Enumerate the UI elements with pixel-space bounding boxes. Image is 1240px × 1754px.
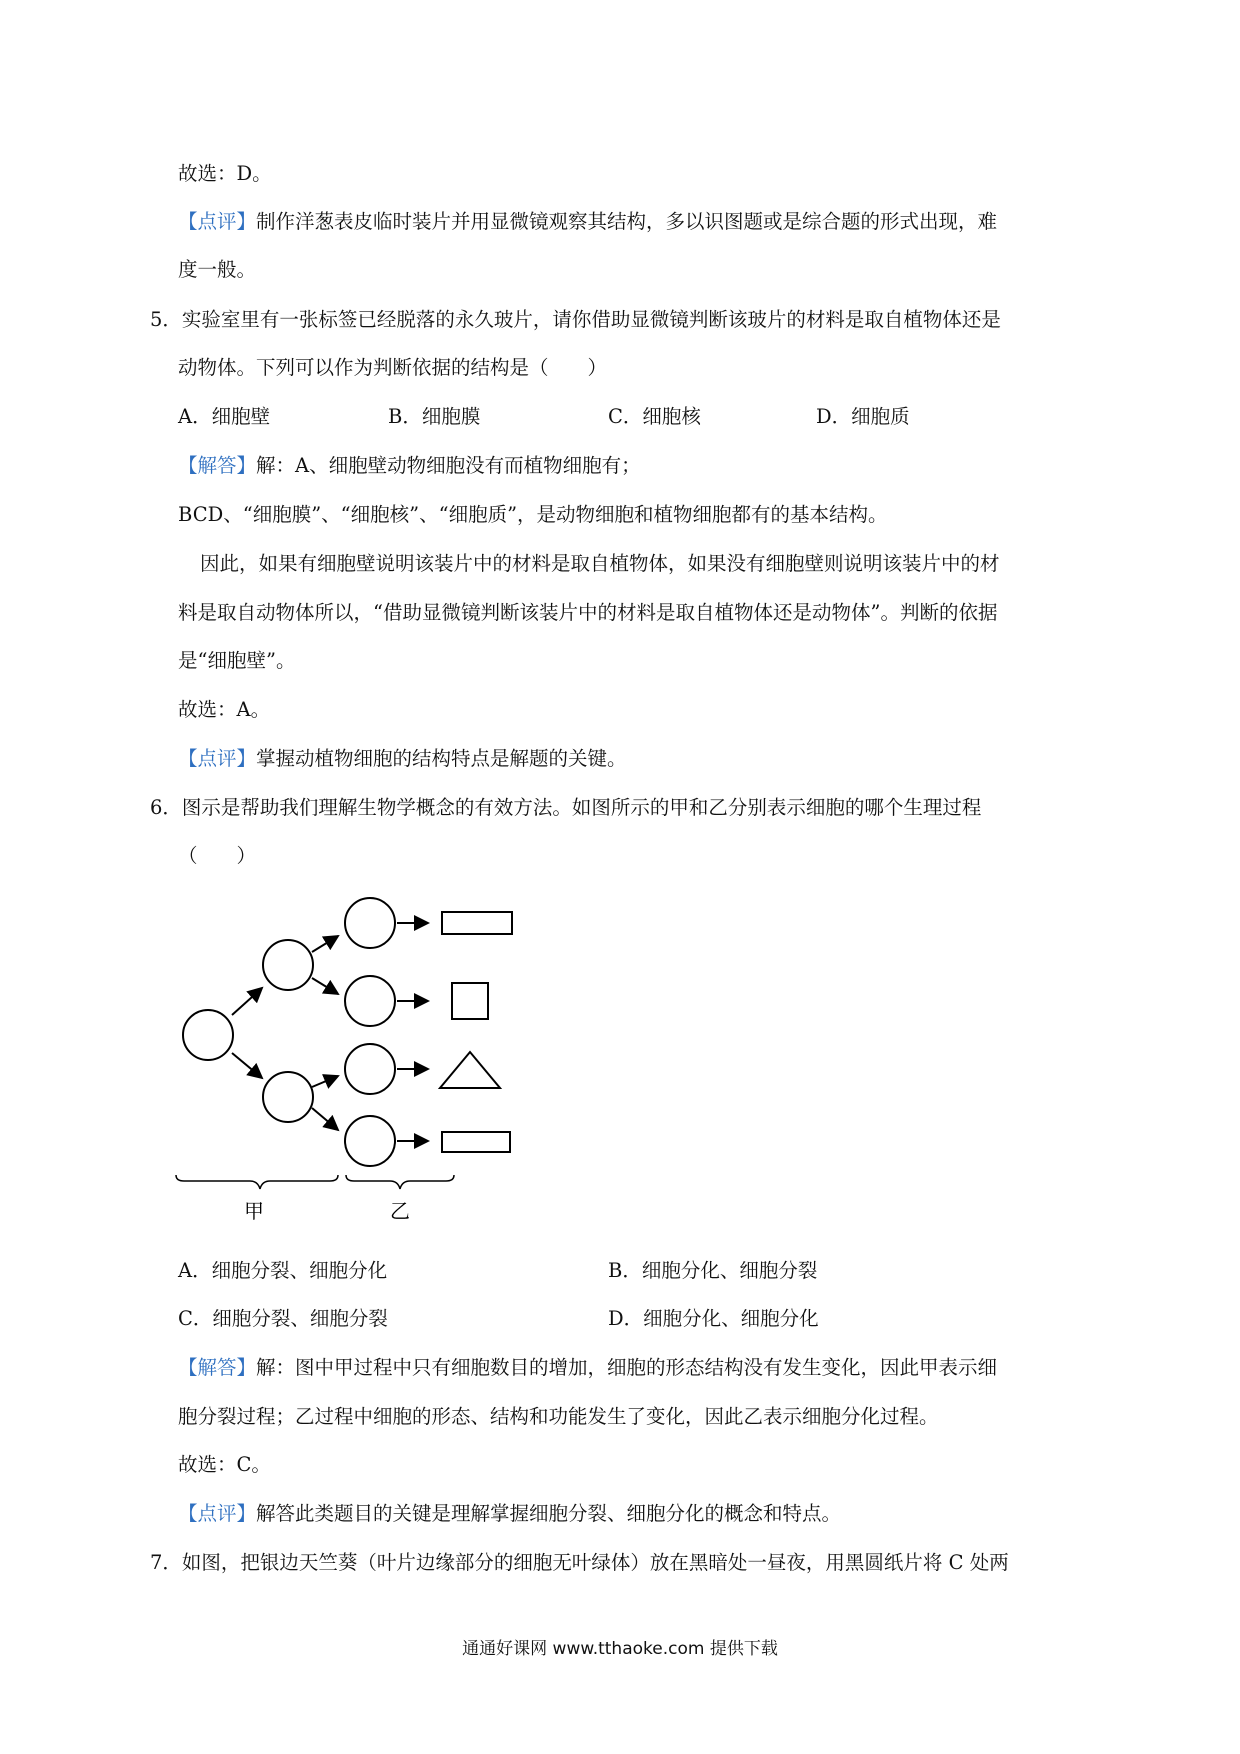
- daughter-cell-bottom: [263, 1072, 313, 1122]
- q6-choice: 故选：C。: [178, 1453, 271, 1476]
- flat-rectangle-cell: [442, 1132, 510, 1152]
- page-footer: 通通好课网 www.tthaoke.com 提供下载: [462, 1639, 778, 1659]
- jia-label: 甲: [244, 1199, 264, 1223]
- q6-option-a: A．细胞分裂、细胞分化: [178, 1259, 388, 1282]
- q5-choice: 故选：A。: [178, 698, 271, 721]
- q5-option-a: A．细胞壁: [178, 405, 271, 428]
- review-tag: 【点评】: [178, 210, 257, 233]
- review-line: [178, 208, 997, 236]
- review-line-cont: 度一般。: [178, 258, 257, 281]
- long-rectangle-cell: [442, 912, 512, 934]
- q5-answer-line-2: BCD、“细胞膜”、“细胞核”、“细胞质”，是动物细胞和植物细胞都有的基本结构。: [178, 503, 888, 526]
- question-6-line-1: 6．图示是帮助我们理解生物学概念的有效方法。如图所示的甲和乙分别表示细胞的哪个生理过程: [150, 796, 982, 819]
- answer-tag: 【解答】: [178, 1356, 257, 1379]
- choice-line: 故选：D。: [178, 162, 272, 185]
- cell-3: [345, 1044, 395, 1094]
- cell-process-diagram: [170, 885, 530, 1225]
- daughter-cell-top: [263, 940, 313, 990]
- review-text: 掌握动植物细胞的结构特点是解题的关键。: [256, 747, 627, 770]
- answer-text: 解：图中甲过程中只有细胞数目的增加，细胞的形态结构没有发生变化，因此甲表示细: [256, 1356, 998, 1379]
- yi-label: 乙: [390, 1199, 410, 1223]
- q5-option-d: D．细胞质: [816, 405, 910, 428]
- review-text: 解答此类题目的关键是理解掌握细胞分裂、细胞分化的概念和特点。: [256, 1502, 842, 1525]
- q5-review: [178, 745, 627, 773]
- question-7-line-1: 7．如图，把银边天竺葵（叶片边缘部分的细胞无叶绿体）放在黑暗处一昼夜，用黑圆纸片将 C 处两: [150, 1551, 1009, 1574]
- q6-answer-line-1: [178, 1354, 997, 1382]
- q5-option-b: B．细胞膜: [388, 405, 481, 428]
- question-5-line-2: 动物体。下列可以作为判断依据的结构是（ ）: [178, 356, 608, 379]
- question-5-line-1: 5．实验室里有一张标签已经脱落的永久玻片，请你借助显微镜判断该玻片的材料是取自植物体还是: [150, 308, 1001, 331]
- yi-brace: [346, 1175, 454, 1189]
- cell-1: [345, 898, 395, 948]
- cell-2: [345, 976, 395, 1026]
- q6-option-d: D．细胞分化、细胞分化: [608, 1307, 819, 1330]
- q5-option-c: C．细胞核: [608, 405, 701, 428]
- review-tag: 【点评】: [178, 747, 257, 770]
- jia-brace: [176, 1175, 338, 1189]
- review-tag: 【点评】: [178, 1502, 257, 1525]
- review-text: 制作洋葱表皮临时装片并用显微镜观察其结构，多以识图题或是综合题的形式出现，难: [256, 210, 998, 233]
- square-cell: [452, 983, 488, 1019]
- q5-answer-line-5: 是“细胞壁”。: [178, 649, 296, 672]
- answer-text: 解：A、细胞壁动物细胞没有而植物细胞有；: [256, 454, 641, 477]
- answer-tag: 【解答】: [178, 454, 257, 477]
- question-6-line-2: （ ）: [178, 844, 257, 867]
- cell-4: [345, 1116, 395, 1166]
- triangle-cell: [440, 1052, 500, 1088]
- q6-option-b: B．细胞分化、细胞分裂: [608, 1259, 818, 1282]
- q5-answer-line-3: 因此，如果有细胞壁说明该装片中的材料是取自植物体，如果没有细胞壁则说明该装片中的材: [200, 552, 1000, 575]
- q6-review: [178, 1500, 841, 1528]
- mother-cell: [183, 1010, 233, 1060]
- q6-option-c: C．细胞分裂、细胞分裂: [178, 1307, 388, 1330]
- q5-answer-line-4: 料是取自动物体所以，“借助显微镜判断该装片中的材料是取自植物体还是动物体”。判断的依据: [178, 601, 998, 624]
- q5-answer-line-1: [178, 452, 641, 480]
- q6-answer-line-2: 胞分裂过程；乙过程中细胞的形态、结构和功能发生了变化，因此乙表示细胞分化过程。: [178, 1405, 939, 1428]
